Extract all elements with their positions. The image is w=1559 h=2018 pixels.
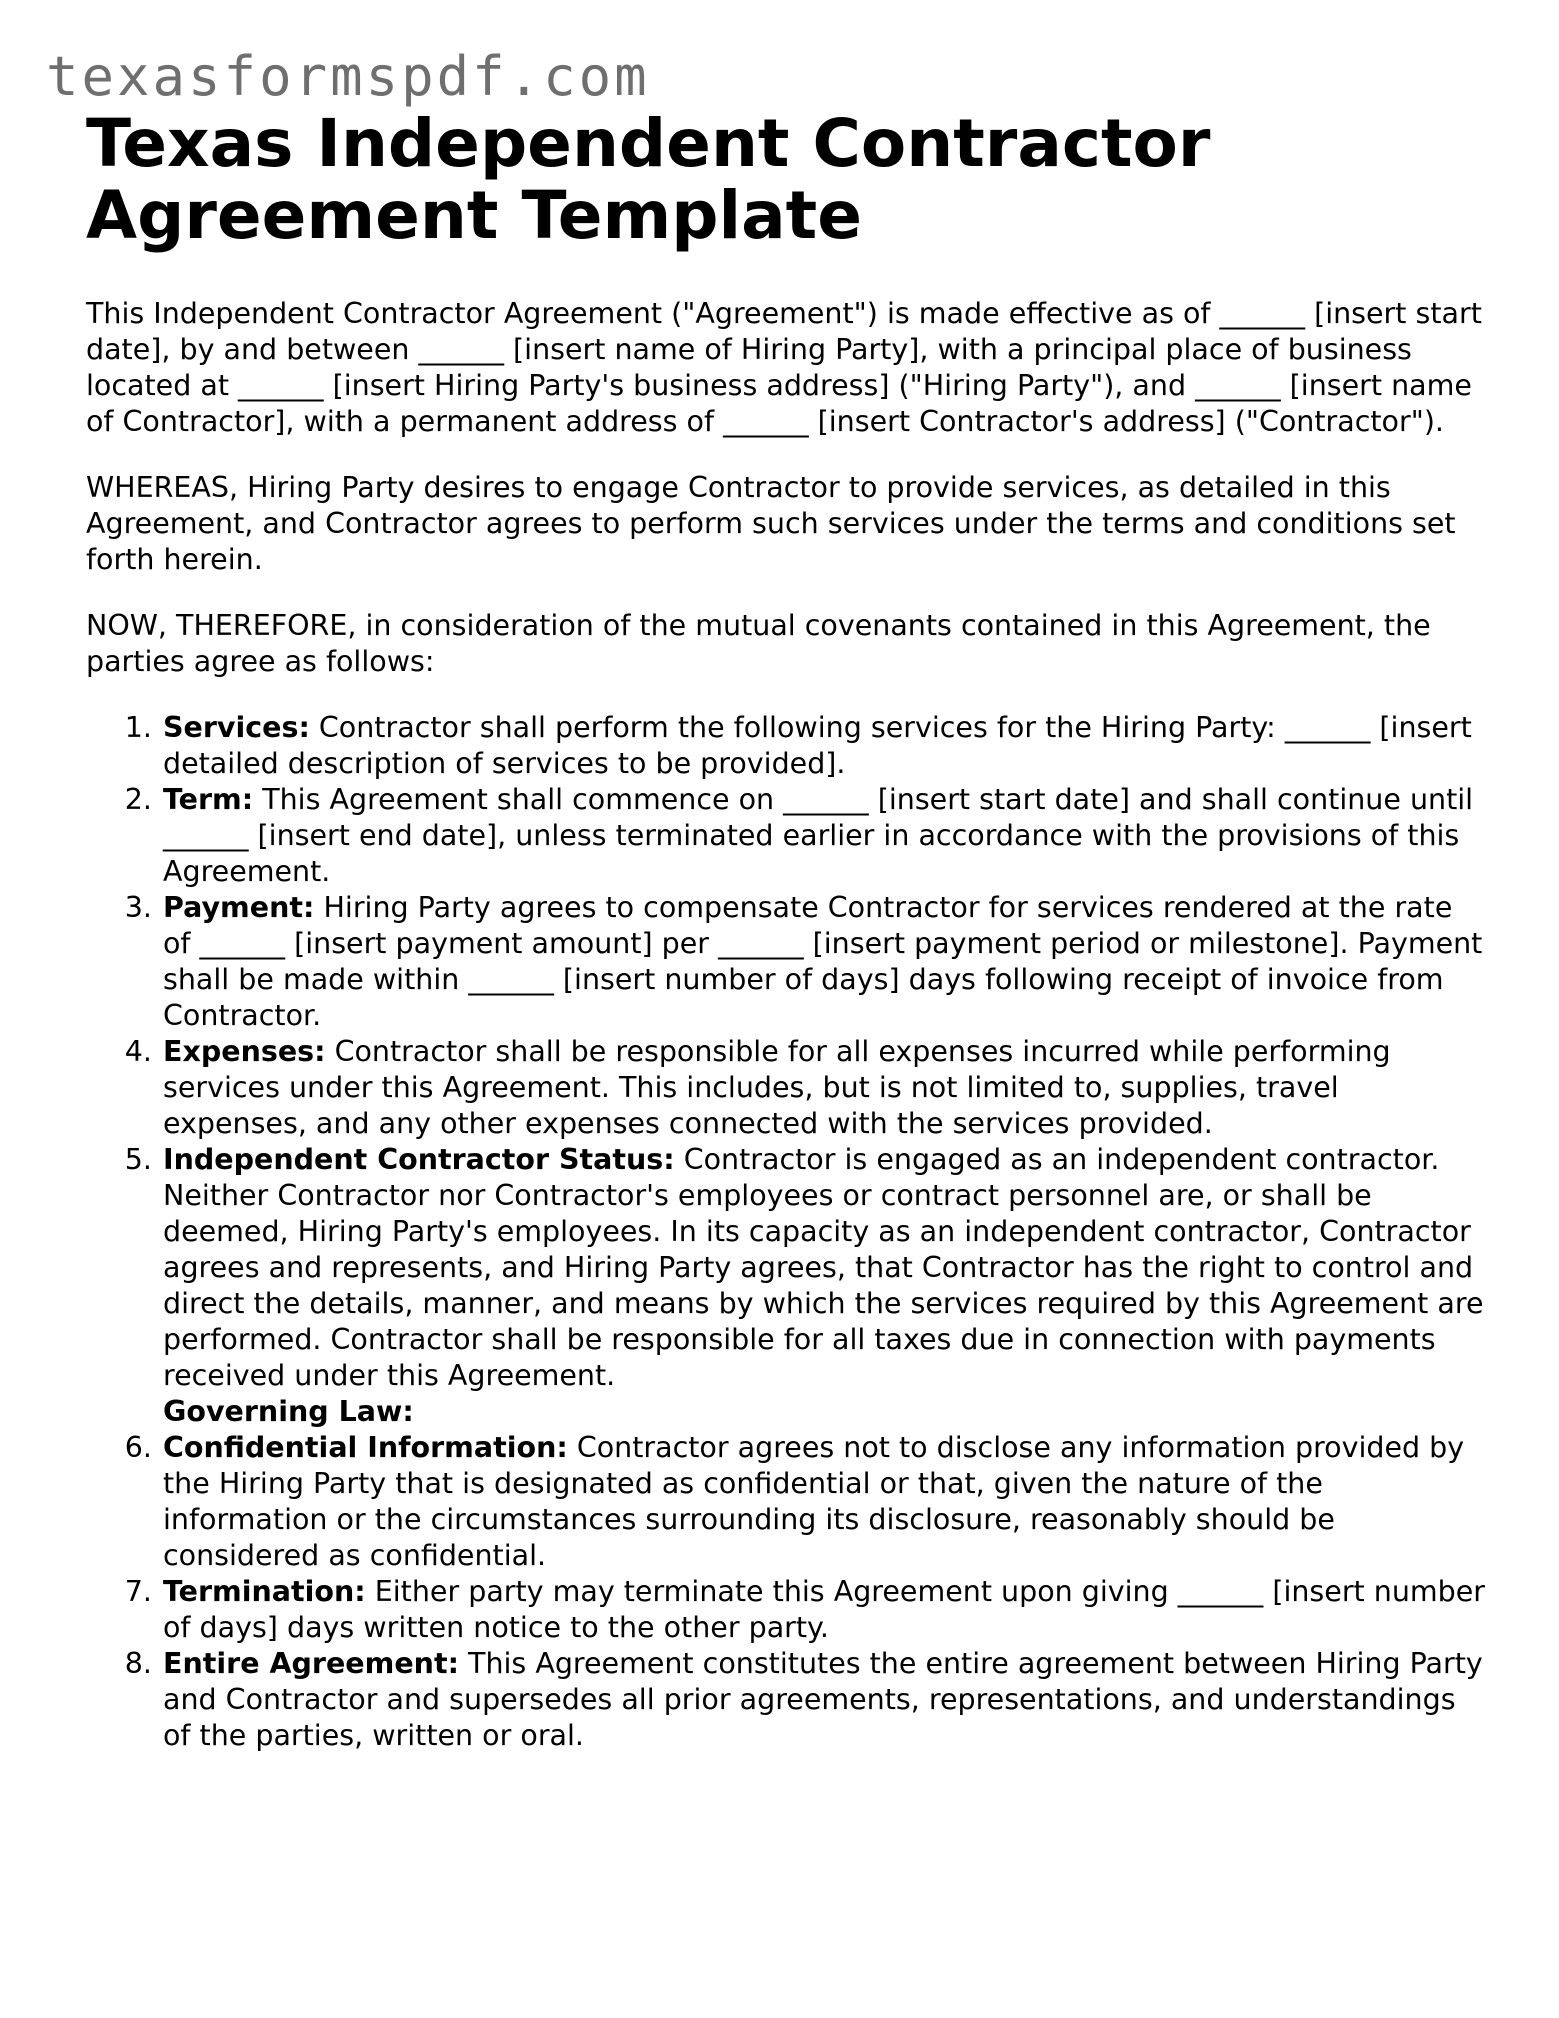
term-title: Services: <box>163 711 310 744</box>
intro-paragraph: This Independent Contractor Agreement ("Agreement") is made effective as of ______ [insert start date], by and between ______ [insert name of Hiring Party], with a principal place of business located at ______ [insert Hiring Party's business address] ("Hiring Party"), and ______ [insert name of Contractor], with a permanent address of ______ [insert Contractor's address] ("Contractor"). <box>86 297 1482 438</box>
term-title: Entire Agreement: <box>163 1647 459 1680</box>
term-text: This Agreement constitutes the entire agreement between Hiring Party and Contractor and supersedes all prior agreements, representations, and understandings of the parties, written or oral. <box>163 1647 1483 1752</box>
now-therefore-paragraph: NOW, THEREFORE, in consideration of the mutual covenants contained in this Agreement, the parties agree as follows: <box>86 609 1431 678</box>
term-item <box>161 1646 1486 1754</box>
term-text: Hiring Party agrees to compensate Contractor for services rendered at the rate of ______ [insert payment amount] per ______ [insert payment period or milestone]. Payment shall be made within ______ [insert number of days] days following receipt of invoice from Contractor. <box>163 891 1483 1032</box>
terms-list-continued <box>86 1430 1486 1754</box>
term-item <box>161 1142 1486 1394</box>
term-text: This Agreement shall commence on ______ [insert start date] and shall continue until ______ [insert end date], unless terminated earlier in accordance with the provisions of this Agreement. <box>163 783 1474 888</box>
term-title: Confidential Information: <box>163 1431 568 1464</box>
document-page <box>86 105 1486 1754</box>
term-item <box>161 1574 1486 1646</box>
term-item <box>161 890 1486 1034</box>
term-text: Contractor shall perform the following services for the Hiring Party: ______ [insert detailed description of services to be provided]. <box>163 711 1472 780</box>
term-text: Contractor is engaged as an independent contractor. Neither Contractor nor Contractor's employees or contract personnel are, or shall be deemed, Hiring Party's employees. In its capacity as an independent contractor, Contractor agrees and represents, and Hiring Party agrees, that Contractor has the right to control and direct the details, manner, and means by which the services required by this Agreement are performed. Contractor shall be responsible for all taxes due in connection with payments received under this Agreement. <box>163 1143 1484 1392</box>
governing-law-heading: Governing Law: <box>163 1395 414 1428</box>
term-text: Contractor agrees not to disclose any information provided by the Hiring Party that is designated as confidential or that, given the nature of the information or the circumstances surrounding its disclosure, reasonably should be considered as confidential. <box>163 1431 1465 1572</box>
terms-list <box>86 710 1486 1394</box>
term-title: Payment: <box>163 891 315 924</box>
whereas-paragraph: WHEREAS, Hiring Party desires to engage Contractor to provide services, as detailed in this Agreement, and Contractor agrees to perform such services under the terms and conditions set forth herein. <box>86 471 1456 576</box>
watermark-text: texasformspdf.com <box>46 45 650 108</box>
term-item <box>161 782 1486 890</box>
term-title: Independent Contractor Status: <box>163 1143 675 1176</box>
term-item <box>161 1034 1486 1142</box>
term-text: Contractor shall be responsible for all expenses incurred while performing services under this Agreement. This includes, but is not limited to, supplies, travel expenses, and any other expenses connected with the services provided. <box>163 1035 1391 1140</box>
term-title: Termination: <box>163 1575 366 1608</box>
term-item <box>161 710 1486 782</box>
term-title: Term: <box>163 783 254 816</box>
term-title: Expenses: <box>163 1035 326 1068</box>
term-item <box>161 1430 1486 1574</box>
term-text: Either party may terminate this Agreement upon giving ______ [insert number of days] days written notice to the other party. <box>163 1575 1485 1644</box>
document-title: Texas Independent Contractor Agreement Template <box>86 105 1211 254</box>
